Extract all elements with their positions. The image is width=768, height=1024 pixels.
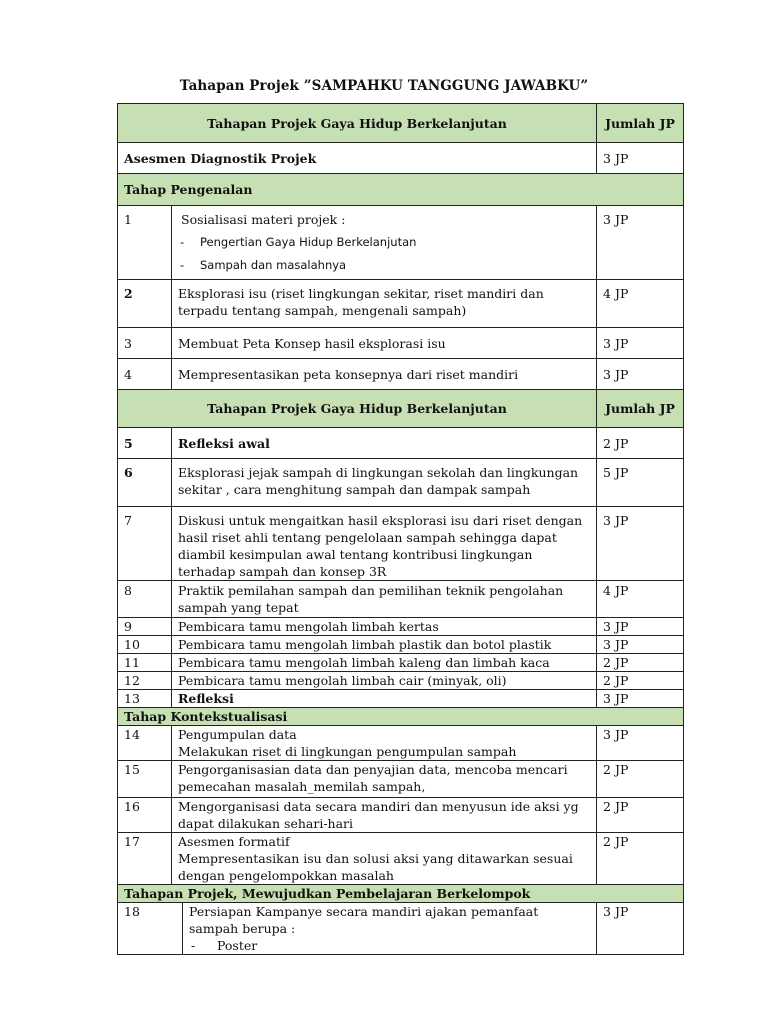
row-no: 2 bbox=[118, 280, 172, 328]
row-text: Praktik pemilahan sampah dan pemilihan teknik pengolahan sampah yang tepat bbox=[172, 581, 597, 618]
asesmen-jp: 3 JP bbox=[597, 143, 684, 174]
row-no: 8 bbox=[118, 581, 172, 618]
row-no: 5 bbox=[118, 428, 172, 459]
row-jp: 2 JP bbox=[597, 654, 684, 672]
row-jp: 4 JP bbox=[597, 581, 684, 618]
table-header-row bbox=[118, 104, 684, 143]
sub-item: - Sampah dan masalahnya bbox=[180, 258, 347, 272]
sub-item: - Poster bbox=[191, 938, 258, 953]
row-text: Mengorganisasi data secara mandiri dan menyusun ide aksi yg dapat dilakukan sehari-hari bbox=[172, 798, 597, 833]
row-text: Diskusi untuk mengaitkan hasil eksplorasi isu dari riset dengan hasil riset ahli tentang pengelolaan sampah sehingga dapat diambil kesimpulan awal tentang kontribusi lingkungan terhadap sampah dan konsep 3R bbox=[172, 507, 597, 581]
row-text: Membuat Peta Konsep hasil eksplorasi isu bbox=[172, 328, 597, 359]
row-no: 14 bbox=[118, 726, 172, 761]
header-jp: Jumlah JP bbox=[597, 104, 684, 143]
row-jp: 2 JP bbox=[597, 833, 684, 885]
row-jp: 3 JP bbox=[597, 359, 684, 390]
row-text-2: Melakukan riset di lingkungan pengumpulan sampah bbox=[178, 744, 517, 759]
row-text-2: Mempresentasikan isu dan solusi aksi yang ditawarkan sesuai dengan pengelompokkan masalah bbox=[178, 851, 573, 883]
row-jp: 3 JP bbox=[597, 328, 684, 359]
row-text: Pembicara tamu mengolah limbah plastik dan botol plastik bbox=[172, 636, 597, 654]
row-jp: 4 JP bbox=[597, 280, 684, 328]
table-row bbox=[118, 618, 684, 636]
table-row bbox=[118, 143, 684, 174]
row-no: 9 bbox=[118, 618, 172, 636]
document-title: Tahapan Projek ”SAMPAHKU TANGGUNG JAWABKU” bbox=[179, 78, 589, 94]
row-no: 7 bbox=[118, 507, 172, 581]
table-row bbox=[118, 581, 684, 618]
row-no: 1 bbox=[118, 206, 172, 280]
row-no: 13 bbox=[118, 690, 172, 708]
row-text: Pembicara tamu mengolah limbah kaleng dan limbah kaca bbox=[172, 654, 597, 672]
table-row bbox=[118, 654, 684, 672]
row-no: 11 bbox=[118, 654, 172, 672]
row-jp: 2 JP bbox=[597, 798, 684, 833]
row-jp: 2 JP bbox=[597, 428, 684, 459]
table-row bbox=[118, 507, 684, 581]
table-row bbox=[118, 833, 684, 885]
row-text: Eksplorasi isu (riset lingkungan sekitar, riset mandiri dan terpadu tentang sampah, mengenali sampah) bbox=[172, 280, 597, 328]
row-no: 3 bbox=[118, 328, 172, 359]
table-row bbox=[118, 328, 684, 359]
row-jp: 5 JP bbox=[597, 459, 684, 507]
row-no: 4 bbox=[118, 359, 172, 390]
row-text: Eksplorasi jejak sampah di lingkungan sekolah dan lingkungan sekitar , cara menghitung sampah dan dampak sampah bbox=[172, 459, 597, 507]
sub-item: - Pengertian Gaya Hidup Berkelanjutan bbox=[180, 235, 417, 249]
row-jp: 3 JP bbox=[597, 903, 684, 955]
row-text: Refleksi awal bbox=[172, 428, 597, 459]
row-jp: 3 JP bbox=[597, 507, 684, 581]
row-jp: 3 JP bbox=[597, 206, 684, 280]
row-jp: 3 JP bbox=[597, 636, 684, 654]
row-text: Mempresentasikan peta konsepnya dari riset mandiri bbox=[172, 359, 597, 390]
table-row bbox=[118, 280, 684, 328]
row-jp: 3 JP bbox=[597, 726, 684, 761]
row-no: 16 bbox=[118, 798, 172, 833]
table-row bbox=[118, 761, 684, 798]
row-no: 17 bbox=[118, 833, 172, 885]
table-header-row bbox=[118, 390, 684, 428]
row-text: Pembicara tamu mengolah limbah cair (minyak, oli) bbox=[172, 672, 597, 690]
section-row bbox=[118, 885, 684, 903]
row-no: 18 bbox=[118, 903, 183, 955]
header-jp: Jumlah JP bbox=[597, 390, 684, 428]
row-jp: 2 JP bbox=[597, 761, 684, 798]
section-kontekstualisasi: Tahap Kontekstualisasi bbox=[118, 708, 684, 726]
row-text: Asesmen formatif bbox=[178, 834, 290, 849]
row-no: 12 bbox=[118, 672, 172, 690]
project-stages-table bbox=[117, 103, 684, 955]
header-stage: Tahapan Projek Gaya Hidup Berkelanjutan bbox=[118, 104, 597, 143]
row-text: Refleksi bbox=[172, 690, 597, 708]
row-jp: 2 JP bbox=[597, 672, 684, 690]
row-no: 10 bbox=[118, 636, 172, 654]
row-text: Persiapan Kampanye secara mandiri ajakan pemanfaat sampah berupa : bbox=[189, 904, 539, 936]
header-stage: Tahapan Projek Gaya Hidup Berkelanjutan bbox=[118, 390, 597, 428]
row-jp: 3 JP bbox=[597, 690, 684, 708]
section-row bbox=[118, 708, 684, 726]
table-row bbox=[118, 428, 684, 459]
row-jp: 3 JP bbox=[597, 618, 684, 636]
table-row bbox=[118, 690, 684, 708]
table-row bbox=[118, 903, 684, 955]
row-no: 6 bbox=[118, 459, 172, 507]
row-no: 15 bbox=[118, 761, 172, 798]
section-pengenalan: Tahap Pengenalan bbox=[118, 174, 684, 206]
table-row bbox=[118, 636, 684, 654]
row-text: Pembicara tamu mengolah limbah kertas bbox=[172, 618, 597, 636]
row-text: Pengumpulan data bbox=[178, 727, 297, 742]
row-text: Pengorganisasian data dan penyajian data, mencoba mencari pemecahan masalah_memilah sampah, bbox=[172, 761, 597, 798]
table-row bbox=[118, 726, 684, 761]
table-row bbox=[118, 359, 684, 390]
table-row bbox=[118, 798, 684, 833]
row-text: Sosialisasi materi projek : bbox=[181, 212, 346, 227]
section-berkelompok: Tahapan Projek, Mewujudkan Pembelajaran Berkelompok bbox=[118, 885, 684, 903]
table-row bbox=[118, 672, 684, 690]
asesmen-label: Asesmen Diagnostik Projek bbox=[118, 143, 597, 174]
table-row bbox=[118, 459, 684, 507]
section-row bbox=[118, 174, 684, 206]
table-row bbox=[118, 206, 684, 280]
